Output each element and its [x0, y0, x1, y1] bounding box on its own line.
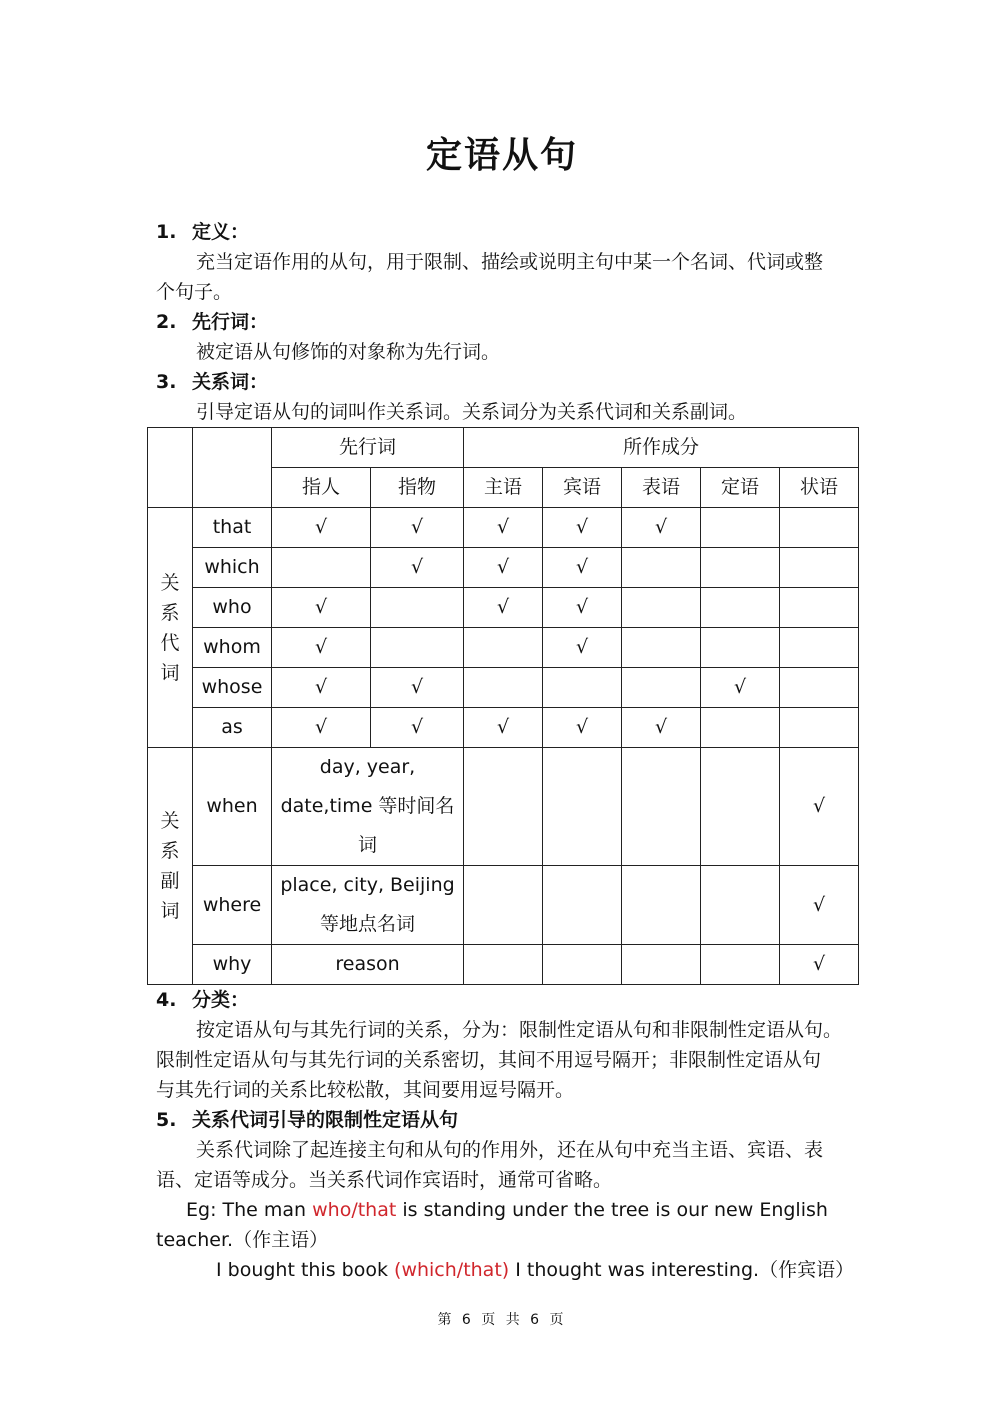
antecedent-line: day, year, [319, 756, 416, 778]
relative-words-table [147, 427, 859, 985]
table-row [148, 866, 859, 945]
section-2-heading: 2. 先行词： [156, 311, 269, 333]
section-4-text-cont: 与其先行词的关系比较松散，其间要用逗号隔开。 [156, 1079, 575, 1101]
empty-cell [622, 628, 701, 668]
header-attributive: 定语 [701, 468, 780, 508]
group-label-char: 代 [160, 631, 180, 654]
group-label-char: 系 [160, 601, 180, 624]
section-1-text: 充当定语作用的从句，用于限制、描绘或说明主句中某一个名词、代词或整 [196, 251, 824, 273]
check-mark-cell: √ [780, 866, 859, 945]
empty-cell [464, 748, 543, 866]
example-1-cont: teacher.（作主语） [156, 1229, 329, 1251]
empty-cell [464, 668, 543, 708]
table-row [148, 748, 859, 866]
empty-cell [464, 945, 543, 985]
empty-cell [701, 866, 780, 945]
empty-cell [622, 588, 701, 628]
group-label-char: 词 [160, 900, 180, 922]
antecedent-cell [272, 748, 464, 866]
empty-cell [464, 628, 543, 668]
highlighted-relative-word: who/that [312, 1199, 397, 1221]
empty-cell [622, 668, 701, 708]
antecedent-cell [272, 866, 464, 945]
empty-cell [780, 548, 859, 588]
section-4-heading: 4. 分类： [156, 989, 250, 1011]
empty-cell [701, 588, 780, 628]
relative-word-cell: whom [193, 628, 272, 668]
relative-word-cell: whose [193, 668, 272, 708]
empty-cell [701, 748, 780, 866]
antecedent-line: 词 [358, 834, 378, 856]
section-2-text: 被定语从句修饰的对象称为先行词。 [196, 341, 501, 363]
section-5-text-cont: 语、定语等成分。当关系代词作宾语时，通常可省略。 [156, 1169, 613, 1191]
check-mark-cell: √ [272, 508, 371, 548]
check-mark-cell: √ [701, 668, 780, 708]
table-corner-cell [193, 428, 272, 508]
check-mark-cell: √ [622, 508, 701, 548]
check-mark-cell: √ [543, 588, 622, 628]
header-thing: 指物 [371, 468, 464, 508]
group-relative-pronoun [148, 508, 193, 748]
document-body [156, 217, 855, 1285]
antecedent-line: date,time 等时间名 [280, 795, 455, 817]
antecedent-line: reason [335, 953, 400, 975]
empty-cell [371, 628, 464, 668]
empty-cell [701, 548, 780, 588]
example-2: I bought this book (which/that) I thought was interesting.（作宾语） [216, 1259, 855, 1281]
check-mark-cell: √ [371, 668, 464, 708]
table-row [148, 588, 859, 628]
check-mark-cell: √ [272, 588, 371, 628]
empty-cell [780, 628, 859, 668]
table-row [148, 708, 859, 748]
empty-cell [464, 866, 543, 945]
empty-cell [622, 866, 701, 945]
empty-cell [543, 668, 622, 708]
group-label-char: 词 [160, 661, 180, 684]
relative-word-cell: that [193, 508, 272, 548]
group-label-char: 系 [160, 840, 180, 862]
antecedent-line: 等地点名词 [320, 913, 416, 935]
empty-cell [780, 588, 859, 628]
check-mark-cell: √ [371, 508, 464, 548]
header-object: 宾语 [543, 468, 622, 508]
header-adverbial: 状语 [780, 468, 859, 508]
relative-word-cell: as [193, 708, 272, 748]
empty-cell [622, 945, 701, 985]
relative-word-cell: why [193, 945, 272, 985]
empty-cell [371, 588, 464, 628]
empty-cell [780, 708, 859, 748]
group-relative-adverb [148, 748, 193, 985]
section-4-text: 按定语从句与其先行词的关系，分为：限制性定语从句和非限制性定语从句。 [196, 1019, 843, 1041]
group-label-char: 关 [160, 571, 180, 594]
check-mark-cell: √ [464, 708, 543, 748]
check-mark-cell: √ [543, 548, 622, 588]
empty-cell [622, 548, 701, 588]
check-mark-cell: √ [371, 708, 464, 748]
check-mark-cell: √ [272, 708, 371, 748]
section-3-heading: 3. 关系词： [156, 371, 269, 393]
table-row [148, 628, 859, 668]
empty-cell [780, 508, 859, 548]
table-row [148, 945, 859, 985]
check-mark-cell: √ [272, 668, 371, 708]
empty-cell [701, 508, 780, 548]
header-predicative: 表语 [622, 468, 701, 508]
empty-cell [543, 866, 622, 945]
section-5-text: 关系代词除了起连接主句和从句的作用外，还在从句中充当主语、宾语、表 [196, 1139, 824, 1161]
check-mark-cell: √ [543, 708, 622, 748]
table-row [148, 508, 859, 548]
empty-cell [780, 668, 859, 708]
table-row [148, 668, 859, 708]
page-footer: 第 6 页 共 6 页 [437, 1312, 567, 1328]
antecedent-cell [272, 945, 464, 985]
section-3-text: 引导定语从句的词叫作关系词。关系词分为关系代词和关系副词。 [196, 401, 748, 423]
section-1-text-cont: 个句子。 [156, 281, 233, 303]
check-mark-cell: √ [464, 588, 543, 628]
antecedent-line: place, city, Beijing [280, 874, 455, 896]
table-corner-cell [148, 428, 193, 508]
check-mark-cell: √ [622, 708, 701, 748]
section-1-heading: 1. 定义： [156, 221, 250, 243]
highlighted-relative-word: (which/that) [394, 1259, 510, 1281]
relative-word-cell: where [193, 866, 272, 945]
header-subject: 主语 [464, 468, 543, 508]
empty-cell [701, 628, 780, 668]
empty-cell [701, 945, 780, 985]
check-mark-cell: √ [464, 548, 543, 588]
header-person: 指人 [272, 468, 371, 508]
page-title: 定语从句 [425, 135, 578, 176]
check-mark-cell: √ [780, 748, 859, 866]
empty-cell [622, 748, 701, 866]
section-5-heading: 5. 关系代词引导的限制性定语从句 [156, 1109, 459, 1131]
empty-cell [272, 548, 371, 588]
empty-cell [543, 748, 622, 866]
check-mark-cell: √ [543, 508, 622, 548]
check-mark-cell: √ [543, 628, 622, 668]
relative-word-cell: who [193, 588, 272, 628]
header-antecedent: 先行词 [272, 428, 464, 468]
header-function: 所作成分 [464, 428, 859, 468]
check-mark-cell: √ [272, 628, 371, 668]
group-label-char: 副 [160, 870, 180, 892]
group-label-char: 关 [160, 810, 180, 832]
relative-word-cell: when [193, 748, 272, 866]
check-mark-cell: √ [371, 548, 464, 588]
empty-cell [543, 945, 622, 985]
table-row [148, 548, 859, 588]
section-4-text-cont: 限制性定语从句与其先行词的关系密切，其间不用逗号隔开；非限制性定语从句 [156, 1049, 822, 1071]
check-mark-cell: √ [464, 508, 543, 548]
example-1: Eg: The man who/that is standing under the tree is our new English [186, 1199, 828, 1221]
relative-word-cell: which [193, 548, 272, 588]
check-mark-cell: √ [780, 945, 859, 985]
empty-cell [701, 708, 780, 748]
